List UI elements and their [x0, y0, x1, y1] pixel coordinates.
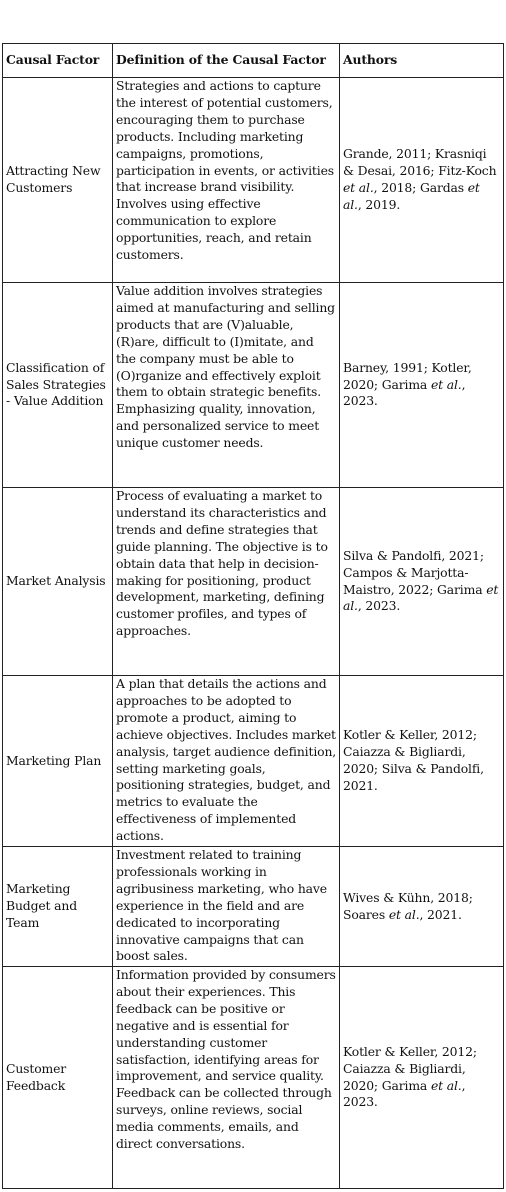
citation-et-al: et al. [343, 581, 499, 614]
table-row [3, 283, 504, 488]
causal-factors-table [2, 43, 504, 1189]
definition-cell: Strategies and actions to capture the interest of potential customers, encouraging them to purchase products. Including marketing campaigns, promotions, participation in events, or activities that increase brand visibility. Involves using effective communication to explore opportunities, reach, and retain customers. [113, 78, 340, 283]
table-row [3, 847, 504, 967]
citation-et-al: et al. [430, 1077, 462, 1093]
table-row [3, 78, 504, 283]
causal-factor-cell: Marketing Budget and Team [3, 847, 113, 967]
header-authors: Authors [340, 44, 504, 78]
definition-cell: A plan that details the actions and approaches to be adopted to promote a product, aiming to achieve objectives. Includes market analysis, target audience definition, setting marketing goals, positioning strategies, budget, and metrics to evaluate the effectiveness of implemented actions. [113, 676, 340, 847]
citation-text: , 2019. [357, 196, 401, 212]
table-row [3, 488, 504, 676]
header-causal-factor: Causal Factor [3, 44, 113, 78]
causal-factor-cell: Attracting New Customers [3, 78, 113, 283]
table-row [3, 676, 504, 847]
citation-text: Kotler & Keller, 2012; Caiazza & Bigliardi, 2020; Garima [343, 1043, 477, 1093]
definition-cell: Process of evaluating a market to understand its characteristics and trends and define strategies that guide planning. The objective is to obtain data that help in decision-making for positioning, product development, marketing, defining customer profiles, and types of approaches. [113, 488, 340, 676]
authors-cell [340, 78, 504, 283]
citation-text: , 2023. [343, 1077, 466, 1110]
causal-factor-cell: Classification of Sales Strategies - Value Addition [3, 283, 113, 488]
citation-et-al: et al. [388, 906, 420, 922]
citation-text: Grande, 2011; Krasniqi & Desai, 2016; Fitz-Koch [343, 146, 497, 179]
definition-cell: Value addition involves strategies aimed at manufacturing and selling products that are (V)aluable, (R)are, difficult to (I)mitate, and the company must be able to (O)rganize and effectively exploit them to obtain strategic benefits. Emphasizing quality, innovation, and personalized service to meet unique customer needs. [113, 283, 340, 488]
authors-cell [340, 967, 504, 1189]
citation-et-al: et al. [343, 180, 480, 212]
citation-text: , 2021. [419, 906, 462, 922]
authors-cell [340, 847, 504, 967]
causal-factor-cell: Market Analysis [3, 488, 113, 676]
definition-cell: Information provided by consumers about their experiences. This feedback can be positive or negative and is essential for understanding customer satisfaction, identifying areas for improvement, and service quality. Feedback can be collected through surveys, online reviews, social media comments, emails, and direct conversations. [113, 967, 340, 1189]
authors-cell [340, 676, 504, 847]
authors-cell [340, 488, 504, 676]
citation-text: Wives & Kühn, 2018; Soares [343, 889, 473, 922]
citation-et-al: et al. [430, 376, 462, 392]
citation-et-al: et al. [343, 180, 374, 195]
causal-factor-cell: Customer Feedback [3, 967, 113, 1189]
citation-text: , 2023. [343, 376, 466, 409]
citation-text: , 2023. [357, 598, 401, 614]
citation-text: Silva & Pandolfi, 2021; Campos & Marjotta-Maistro, 2022; Garima [343, 547, 487, 597]
definition-cell: Investment related to training professionals working in agribusiness marketing, who have experience in the field and are dedicated to incorporating innovative campaigns that can boost sales. [113, 847, 340, 967]
header-row [3, 44, 504, 78]
citation-text: Kotler & Keller, 2012; Caiazza & Bigliardi, 2020; Silva & Pandolfi, 2021. [343, 727, 484, 793]
citation-text: Barney, 1991; Kotler, 2020; Garima [343, 359, 472, 392]
citation-text: , 2018; Gardas [373, 180, 468, 195]
header-definition: Definition of the Causal Factor [113, 44, 340, 78]
table-row [3, 967, 504, 1189]
causal-factor-cell: Marketing Plan [3, 676, 113, 847]
authors-cell [340, 283, 504, 488]
